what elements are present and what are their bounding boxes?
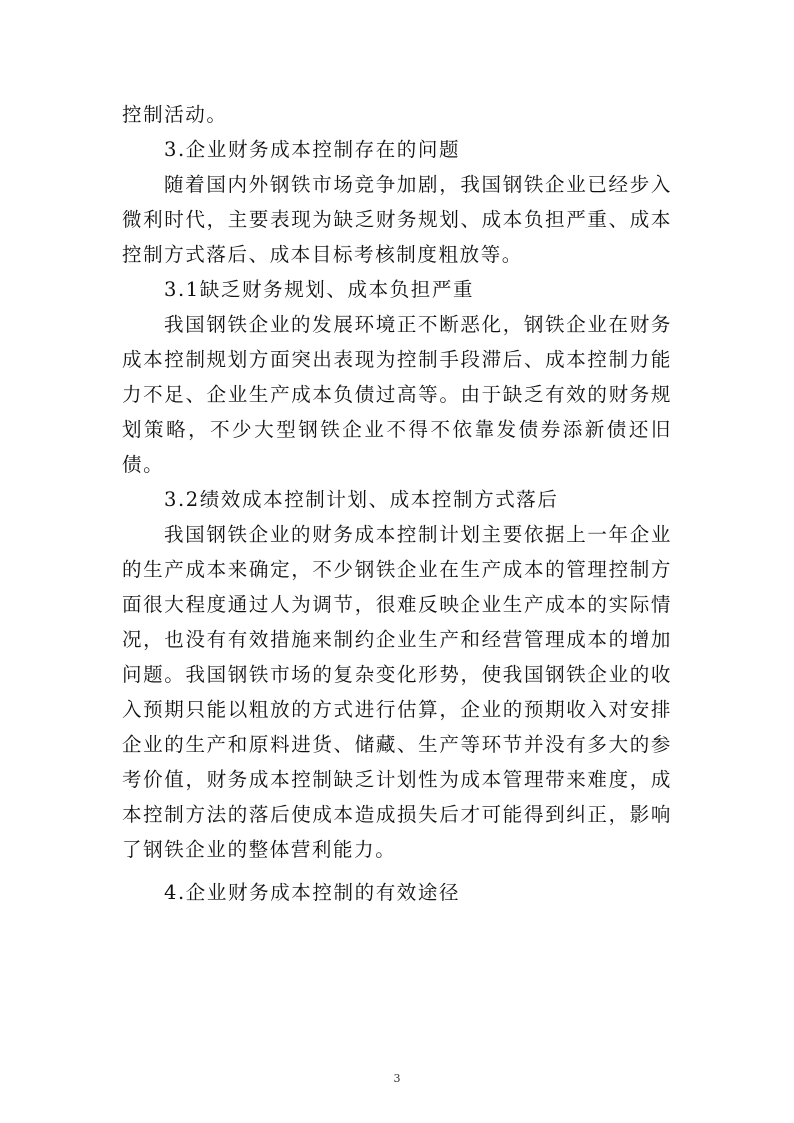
page-number: 3 bbox=[393, 1072, 401, 1085]
paragraph-continuation: 控制活动。 bbox=[122, 103, 228, 126]
section-heading-3-1: 3.1缺乏财务规划、成本负担严重 bbox=[164, 278, 475, 301]
paragraph-3-1: 我国钢铁企业的发展环境正不断恶化，钢铁企业在财务成本控制规划方面突出表现为控制手段滞后、成本控制力能力不足、企业生产成本负债过高等。由于缺乏有效的财务规划策略，不少大型钢铁企业不得不依靠发债券添新债还旧债。 bbox=[122, 313, 672, 476]
section-heading-4: 4.企业财务成本控制的有效途径 bbox=[164, 881, 461, 904]
paragraph-3-2: 我国钢铁企业的财务成本控制计划主要依据上一年企业的生产成本来确定，不少钢铁企业在生产成本的管理控制方面很大程度通过人为调节，很难反映企业生产成本的实际情况，也没有有效措施来制约企业生产和经营管理成本的增加问题。我国钢铁市场的复杂变化形势，使我国钢铁企业的收入预期只能以粗放的方式进行估算，企业的预期收入对安排企业的生产和原料进货、储藏、生产等环节并没有多大的参考价值，财务成本控制缺乏计划性为成本管理带来难度，成本控制方法的落后使成本造成损失后才可能得到纠正，影响了钢铁企业的整体营利能力。 bbox=[122, 523, 672, 861]
document-body bbox=[122, 97, 672, 910]
paragraph-intro: 随着国内外钢铁市场竞争加剧，我国钢铁企业已经步入微利时代，主要表现为缺乏财务规划、成本负担严重、成本控制方式落后、成本目标考核制度粗放等。 bbox=[122, 173, 672, 266]
section-heading-3: 3.企业财务成本控制存在的问题 bbox=[164, 138, 461, 161]
section-heading-3-2: 3.2绩效成本控制计划、成本控制方式落后 bbox=[164, 488, 559, 511]
